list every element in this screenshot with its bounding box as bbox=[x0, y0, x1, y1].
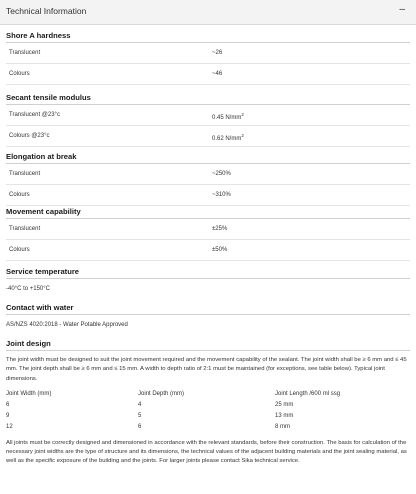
table-row bbox=[6, 43, 410, 64]
row-value bbox=[212, 133, 244, 142]
row-label: Translucent bbox=[9, 50, 41, 56]
table-row bbox=[6, 64, 410, 85]
section-contact-with-water bbox=[6, 302, 410, 328]
panel-header[interactable] bbox=[0, 0, 416, 25]
section-elongation-at-break bbox=[6, 151, 410, 206]
table-row bbox=[6, 185, 410, 206]
table-cell: 4 bbox=[138, 401, 142, 408]
row-value: ~26 bbox=[212, 50, 223, 56]
table-row bbox=[6, 240, 410, 261]
section-title: Contact with water bbox=[6, 302, 410, 315]
row-label: Translucent @23°c bbox=[9, 112, 60, 118]
table-row bbox=[6, 219, 410, 240]
table-row bbox=[6, 105, 410, 126]
section-movement-capability bbox=[6, 206, 410, 261]
row-value: ±25% bbox=[212, 226, 228, 232]
row-label: Colours bbox=[9, 247, 30, 253]
table-cell: 8 mm bbox=[275, 423, 290, 430]
table-cell: 6 bbox=[138, 423, 142, 430]
row-label: Colours @23°c bbox=[9, 133, 50, 139]
service-temperature-value: -40°C to +150°C bbox=[6, 286, 50, 292]
row-label: Colours bbox=[9, 192, 30, 198]
value-text: 0.62 N/mm bbox=[212, 136, 242, 142]
joint-design-notes: All joints must be correctly designed and dimensioned in accordance with the relevant standards, before their construction. The basis for calculation of the necessary joint widths are the type of structure and its dimensions, the technical values of the adjacent building materials and the joint sealing material, as well as the specific exposure of the building and the joints. For larger joints please contact Sika technical service. bbox=[6, 439, 407, 465]
section-shore-hardness bbox=[6, 30, 410, 85]
section-joint-design bbox=[6, 338, 410, 467]
section-service-temperature bbox=[6, 266, 410, 292]
section-title: Movement capability bbox=[6, 206, 410, 219]
contact-with-water-value: AS/NZS 4020:2018 - Water Potable Approved bbox=[6, 322, 128, 328]
row-value: ±50% bbox=[212, 247, 228, 253]
table-row bbox=[6, 126, 410, 147]
table-cell: 5 bbox=[138, 412, 142, 419]
unit-superscript: 2 bbox=[241, 112, 244, 117]
row-value: ~310% bbox=[212, 192, 231, 198]
row-label: Translucent bbox=[9, 171, 41, 177]
row-label: Colours bbox=[9, 71, 30, 77]
table-cell: 9 bbox=[6, 412, 10, 419]
table-cell: 12 bbox=[6, 423, 13, 430]
table-row bbox=[6, 164, 410, 185]
unit-superscript: 2 bbox=[241, 133, 244, 138]
joint-dimensions-table bbox=[6, 391, 410, 437]
row-value: ~250% bbox=[212, 171, 231, 177]
table-header-width: Joint Width (mm) bbox=[6, 390, 52, 397]
row-value: ~46 bbox=[212, 71, 223, 77]
table-header-length: Joint Length /600 ml ssg bbox=[275, 390, 341, 397]
joint-design-intro: The joint width must be designed to suit the joint movement required and the movement capability of the sealant. The joint width shall be ≥ 6 mm and ≤ 45 mm. The joint depth shall be ≥ 6 mm and ≤ 15 mm. A width to depth ratio of 2:1 must be maintained (for exceptions, see table below). Typical joint dimensions. bbox=[6, 357, 407, 382]
section-secant-tensile-modulus bbox=[6, 92, 410, 147]
table-cell: 25 mm bbox=[275, 401, 294, 408]
row-label: Translucent bbox=[9, 226, 41, 232]
panel-title: Technical Information bbox=[6, 6, 87, 16]
section-title: Shore A hardness bbox=[6, 30, 410, 43]
table-header-depth: Joint Depth (mm) bbox=[138, 390, 185, 397]
table-cell: 6 bbox=[6, 401, 10, 408]
section-title: Elongation at break bbox=[6, 151, 410, 164]
section-title: Secant tensile modulus bbox=[6, 92, 410, 105]
section-title: Service temperature bbox=[6, 266, 410, 279]
value-text: 0.45 N/mm bbox=[212, 115, 242, 121]
row-value bbox=[212, 112, 244, 121]
collapse-icon[interactable]: – bbox=[399, 4, 405, 15]
table-cell: 13 mm bbox=[275, 412, 294, 419]
section-title: Joint design bbox=[6, 338, 410, 351]
